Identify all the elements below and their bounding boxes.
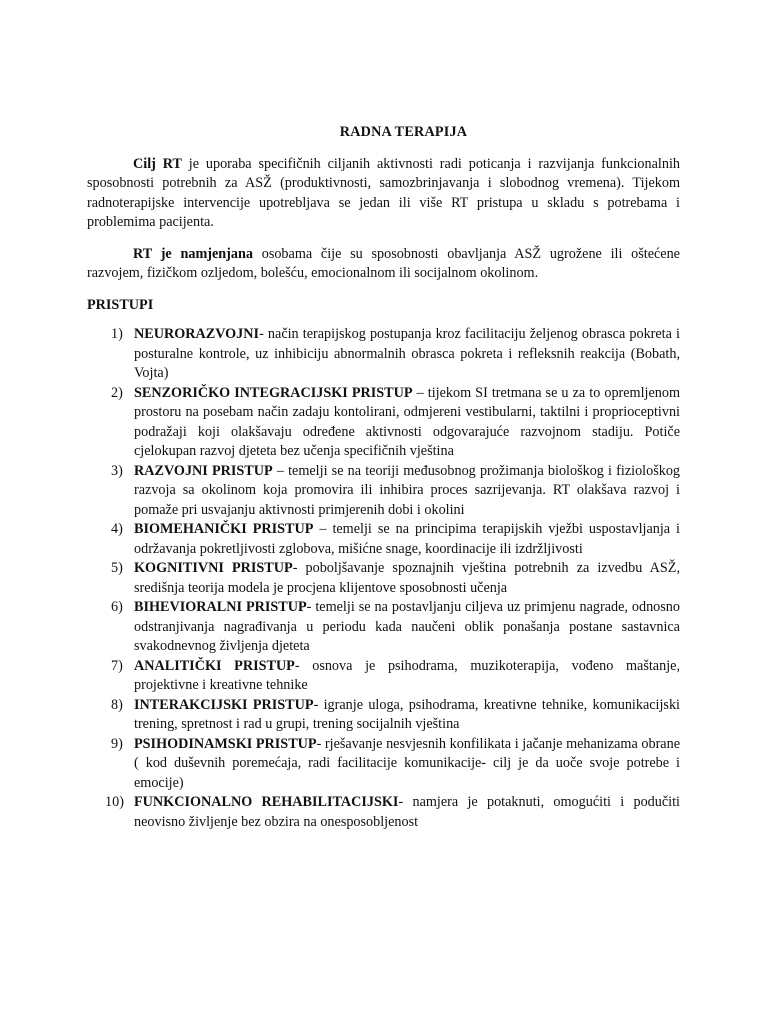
item-number: 4) <box>111 521 123 537</box>
item-number: 1) <box>111 326 123 342</box>
item-term: ANALITIČKI PRISTUP <box>134 657 295 674</box>
item-text: – temelji se na teoriji međusobnog prožimanja biološkog i fiziološkog razvoja sa okolinom koja promovira ili inhibira proces sazrijevanja. RT olakšava razvoj i pomaže pri usvajanju aktivnosti primjerenih dobi i okolini <box>134 462 681 518</box>
list-item <box>87 793 680 832</box>
list-item <box>87 384 680 462</box>
item-number: 8) <box>111 696 123 713</box>
list-item <box>87 325 680 384</box>
target-text: osobama čije su sposobnosti obavljanja ASŽ ugrožene ili oštećene razvojem, fizičkom ozljedom, bolešću, emocionalnom ili socijalnom okolinom. <box>87 245 680 281</box>
item-text: - osnova je psihodrama, muzikoterapija, vođeno maštanje, projektivne i kreativne tehnike <box>134 657 680 693</box>
list-item <box>87 696 680 735</box>
item-term: SENZORIČKO INTEGRACIJSKI PRISTUP <box>134 384 413 401</box>
document-page <box>87 123 680 832</box>
item-term: NEURORAZVOJNI <box>134 326 260 342</box>
item-term: KOGNITIVNI PRISTUP <box>134 560 293 576</box>
document-title: RADNA TERAPIJA <box>339 124 468 140</box>
list-item <box>87 520 680 559</box>
item-term: BIOMEHANIČKI PRISTUP <box>134 521 314 537</box>
item-number: 10) <box>105 794 124 810</box>
item-term: PSIHODINAMSKI PRISTUP <box>134 735 317 752</box>
item-number: 5) <box>111 560 123 576</box>
list-item <box>87 657 680 696</box>
item-text: - poboljšavanje spoznajnih vještina potrebnih za izvedbu ASŽ, središnja teorija modela je procjena klijentove sposobnosti učenja <box>134 560 680 596</box>
item-text: - namjera je potaknuti, omogućiti i podučiti neovisno življenje bez obzira na onesposobljenost <box>134 794 680 830</box>
intro-paragraph-target <box>87 245 680 284</box>
item-text: – temelji se na principima terapijskih vježbi uspostavljanja i održavanja pokretljivosti zglobova, mišićne snage, koordinacije ili izdržljivosti <box>134 521 680 557</box>
approaches-list <box>87 325 680 832</box>
item-text: - igranje uloga, psihodrama, kreativne tehnike, komunikacijski trening, spretnost i rad u grupi, trening socijalnih vještina <box>134 696 680 732</box>
list-item <box>87 735 680 794</box>
item-number: 3) <box>111 462 123 479</box>
item-term: BIHEVIORALNI PRISTUP <box>134 599 307 615</box>
item-term: FUNKCIONALNO REHABILITACIJSKI <box>134 794 399 810</box>
intro-paragraph-goal <box>87 155 680 233</box>
target-term: RT je namjenjana <box>133 245 253 262</box>
list-item <box>87 462 680 521</box>
item-text: - rješavanje nesvjesnih konfilikata i jačanje mehanizama obrane ( kod duševnih poremećaja, radi facilitacije komunikacije- cilj je da uoče svoje potrebe i emocije) <box>134 735 680 791</box>
list-item <box>87 598 680 657</box>
item-text: - način terapijskog postupanja kroz facilitaciju željenog obrasca pokreta i posturalne kontrole, uz inhibiciju abnormalnih obrasca pokreta i refleksnih reakcija (Bobath, Vojta) <box>134 326 680 381</box>
list-item <box>87 559 680 598</box>
item-text: – tijekom SI tretmana se u za to opremljenom prostoru na posebam način zadaju kontolirani, odmjereni vestibularni, taktilni i proprioceptivni podražaji koji olakšavaju određene aktivnosti odgovarajuće razvojnom stadiju. Potiče cjelokupan razvoj djeteta bez učenja specifičnih vještina <box>134 384 680 459</box>
item-number: 7) <box>111 657 123 674</box>
item-term: INTERAKCIJSKI PRISTUP <box>134 696 314 713</box>
item-number: 6) <box>111 599 123 615</box>
section-heading: PRISTUPI <box>87 296 154 313</box>
goal-term: Cilj RT <box>133 155 182 172</box>
goal-text: je uporaba specifičnih ciljanih aktivnosti radi poticanja i razvijanja funkcionalnih sposobnosti potrebnih za ASŽ (produktivnosti, samozbrinjavanja i slobodnog vremena). Tijekom radnoterapijske intervencije upotrebljava se jedan ili više RT pristupa u skladu s potrebama i problemima pacijenta. <box>87 155 680 230</box>
item-term: RAZVOJNI PRISTUP <box>134 462 273 479</box>
item-number: 9) <box>111 735 123 752</box>
item-number: 2) <box>111 384 123 401</box>
item-text: - temelji se na postavljanju ciljeva uz primjenu nagrade, odnosno odstranjivanja nagrađivanja u periodu kada naučeni oblik ponašanja postane sastavnica svakodnevnog življenja djeteta <box>134 599 680 654</box>
